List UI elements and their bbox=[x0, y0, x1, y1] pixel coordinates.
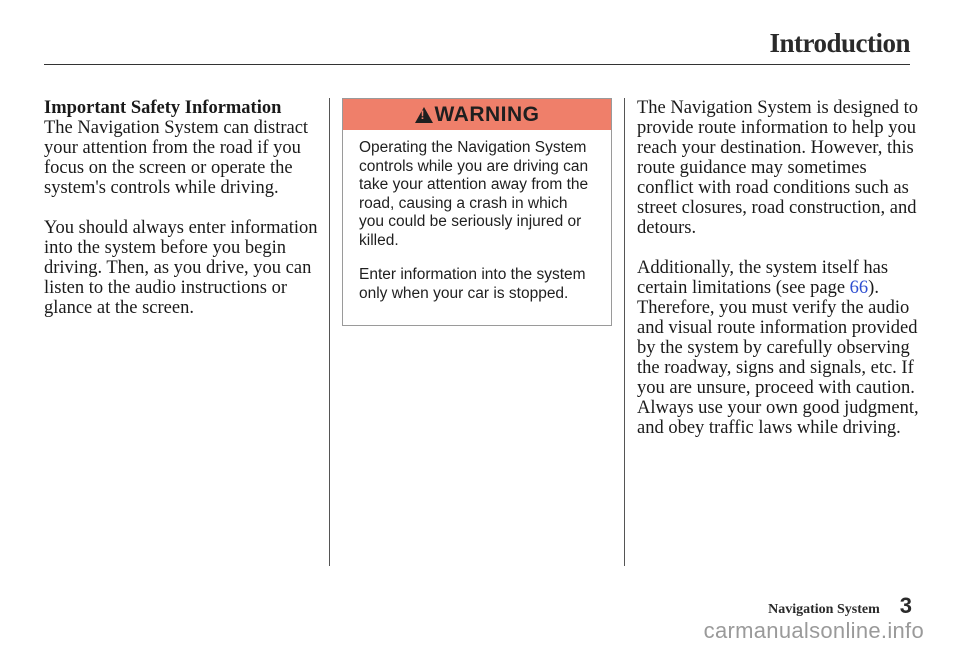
warning-body bbox=[343, 130, 611, 303]
section-heading: Important Safety Information bbox=[44, 98, 282, 118]
warning-paragraph-2: Enter information into the system only when your car is stopped. bbox=[359, 266, 586, 302]
watermark: carmanualsonline.info bbox=[703, 618, 924, 643]
warning-triangle-icon bbox=[415, 107, 433, 123]
column-divider-right bbox=[624, 98, 625, 566]
left-paragraph-1: The Navigation System can distract your attention from the road if you focus on the screen or operate the system's controls while driving. bbox=[44, 118, 309, 198]
right-paragraph-1: The Navigation System is designed to provide route information to help you reach your destination. However, this route guidance may sometimes conflict with road conditions such as street closures, road construction, and detours. bbox=[637, 98, 919, 238]
column-divider-left bbox=[329, 98, 330, 566]
warning-box bbox=[342, 98, 612, 326]
page-footer bbox=[768, 593, 912, 619]
right-paragraph-2-start: Additionally, the system itself has certain limitations (see page bbox=[637, 258, 889, 298]
warning-band bbox=[343, 99, 611, 130]
right-paragraph-2 bbox=[637, 258, 927, 438]
page-number: 3 bbox=[899, 593, 912, 618]
right-paragraph-2-end: ). Therefore, you must verify the audio and visual route information provided by the system by carefully observing the roadway, signs and signals, etc. If you are unsure, proceed with caution. Always use your own good judgment, and obey traffic laws while driving. bbox=[637, 278, 919, 438]
page-reference-link[interactable]: 66 bbox=[849, 278, 869, 298]
right-column bbox=[637, 98, 927, 458]
warning-paragraph-1: Operating the Navigation System controls while you are driving can take your attention away from the road, causing a crash in which you could be seriously injured or killed. bbox=[359, 139, 589, 249]
left-column bbox=[44, 98, 324, 338]
header-rule bbox=[44, 64, 910, 65]
page-title: Introduction bbox=[769, 28, 910, 58]
left-paragraph-2: You should always enter information into the system before you begin driving. Then, as you drive, you can listen to the audio instructions or glance at the screen. bbox=[44, 218, 318, 318]
footer-section-name: Navigation System bbox=[768, 602, 880, 617]
warning-label: WARNING bbox=[434, 102, 540, 126]
